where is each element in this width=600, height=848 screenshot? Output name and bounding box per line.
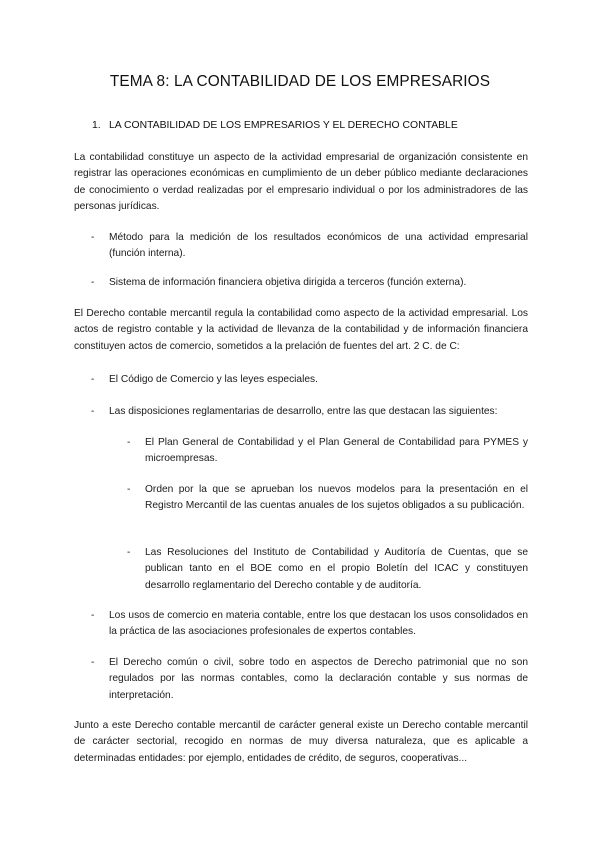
- sublist-item-plan-general: [127, 435, 528, 468]
- dash-marker: -: [127, 437, 131, 448]
- list-item-function-external: [91, 275, 528, 291]
- page-title: TEMA 8: LA CONTABILIDAD DE LOS EMPRESARIOS: [109, 73, 491, 90]
- list-item-codigo-comercio: [91, 372, 528, 388]
- dash-marker: -: [91, 406, 95, 417]
- list-item-text: Método para la medición de los resultados económicos de una actividad empresarial (función interna).: [109, 232, 528, 260]
- dash-marker: -: [91, 232, 95, 243]
- list-item-text: El Código de Comercio y las leyes especiales.: [109, 374, 318, 385]
- sublist-item-orden: [127, 482, 528, 515]
- paragraph-sectorial: Junto a este Derecho contable mercantil de carácter general existe un Derecho contable mercantil de carácter sectorial, recogido en normas de muy diversa naturaleza, que es aplicable a determinadas entidades: por ejemplo, entidades de crédito, de seguros, cooperativas...: [74, 720, 528, 764]
- list-item-usos-comercio: [91, 608, 528, 641]
- list-item-derecho-comun: [91, 655, 528, 704]
- list-item-text: El Derecho común o civil, sobre todo en aspectos de Derecho patrimonial que no son regulados por las normas contables, como la declaración contable y sus normas de interpretación.: [109, 657, 528, 701]
- paragraph-intro: La contabilidad constituye un aspecto de la actividad empresarial de organización consistente en registrar las operaciones económicas en cumplimiento de un deber público mediante declaraciones de conocimiento o verdad realizadas por el empresario individual o por los administradores de las personas jurídicas.: [74, 152, 528, 213]
- list-item-function-internal: [91, 230, 528, 263]
- dash-marker: -: [91, 277, 95, 288]
- section-title: LA CONTABILIDAD DE LOS EMPRESARIOS Y EL DERECHO CONTABLE: [109, 120, 458, 131]
- sublist-item-resoluciones: [127, 545, 528, 594]
- list-item-text: Orden por la que se aprueban los nuevos modelos para la presentación en el Registro Mercantil de las cuentas anuales de los sujetos obligados a su publicación.: [145, 484, 528, 512]
- list-item-text: El Plan General de Contabilidad y el Plan General de Contabilidad para PYMES y microempresas.: [145, 437, 528, 465]
- list-item-text: Las disposiciones reglamentarias de desarrollo, entre las que destacan las siguientes:: [109, 406, 498, 417]
- dash-marker: -: [91, 374, 95, 385]
- list-item-text: Sistema de información financiera objetiva dirigida a terceros (función externa).: [109, 277, 467, 288]
- paragraph-derecho-contable: El Derecho contable mercantil regula la contabilidad como aspecto de la actividad empresarial. Los actos de registro contable y la actividad de llevanza de la contabilidad y de información financiera constituyen actos de comercio, sometidos a la prelación de fuentes del art. 2 C. de C:: [74, 308, 528, 352]
- dash-marker: -: [91, 610, 95, 621]
- section-number: 1.: [92, 120, 101, 131]
- dash-marker: -: [91, 657, 95, 668]
- section-heading: [92, 120, 458, 131]
- list-item-text: Los usos de comercio en materia contable, entre los que destacan los usos consolidados en la práctica de las asociaciones profesionales de expertos contables.: [109, 610, 528, 638]
- dash-marker: -: [127, 484, 131, 495]
- dash-marker: -: [127, 547, 131, 558]
- list-item-text: Las Resoluciones del Instituto de Contabilidad y Auditoría de Cuentas, que se publican tanto en el BOE como en el propio Boletín del ICAC y constituyen desarrollo reglamentario del Derecho contable y de auditoría.: [145, 547, 528, 591]
- list-item-disposiciones: [91, 404, 528, 420]
